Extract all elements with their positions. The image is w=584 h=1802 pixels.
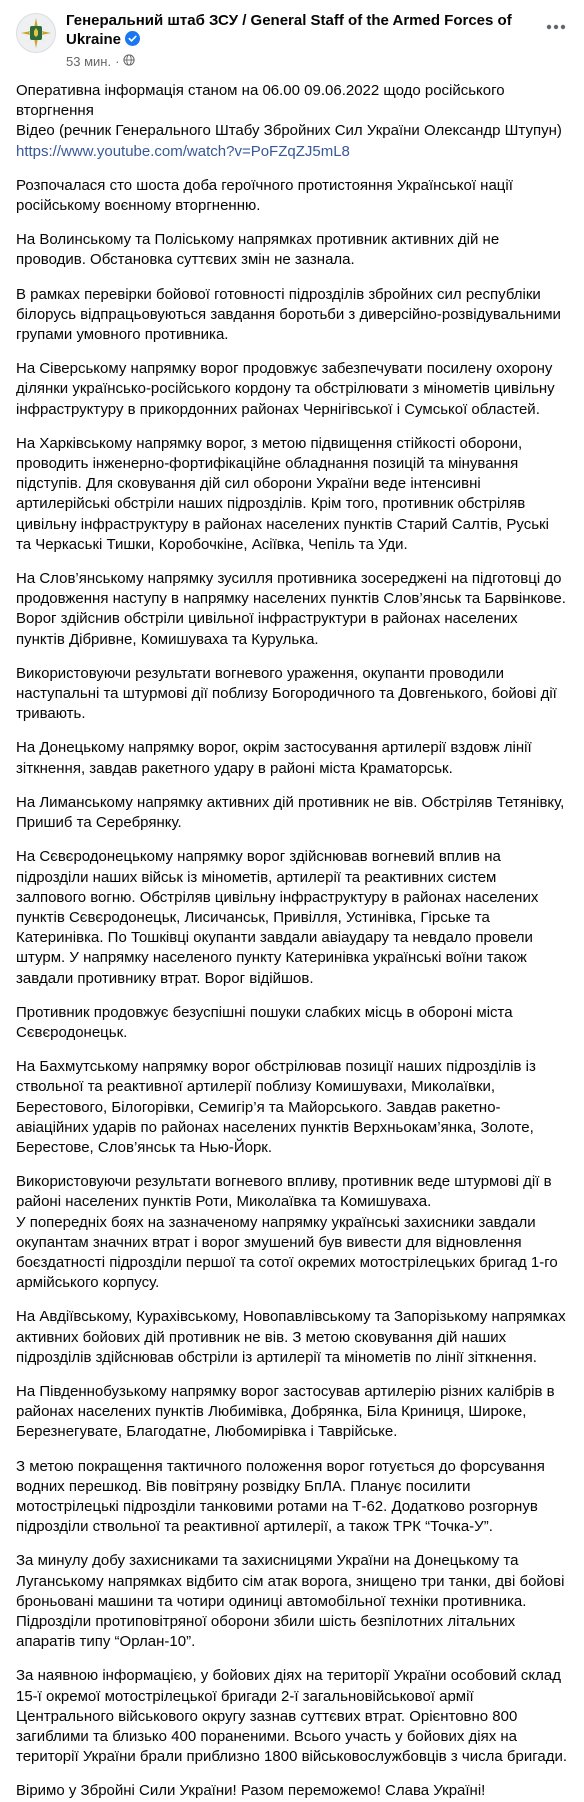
globe-icon[interactable]	[123, 53, 135, 71]
more-options-icon[interactable]	[544, 15, 568, 39]
page-name[interactable]	[66, 11, 544, 51]
post-paragraph: Використовуючи результати вогневого ураження, окупанти проводили наступальні та штурмові дії поблизу Богородичного та Довгенького, бойові дії тривають.	[16, 664, 557, 723]
verified-badge-icon	[125, 31, 140, 51]
post-paragraph: На Лиманському напрямку активних дій противник не вів. Обстріляв Тетянівку, Пришиб та Серебрянку.	[16, 793, 565, 832]
post-paragraph: На Волинському та Поліському напрямках противник активних дій не проводив. Обстановка суттєвих змін не зазнала.	[16, 231, 500, 269]
post-paragraph: На Бахмутському напрямку ворог обстрілював позиції наших підрозділів із ствольної та реактивної артилерії поблизу Комишувахи, Миколаївки, Берестового, Білогорівки, Семигір’я та Майорського. Завдав ракетно-авіаційних ударів по районах населених пунктів Верхньокам’янка, Золоте, Берестове, Слов’янськ та Нью-Йорк.	[16, 1058, 536, 1156]
post-paragraph: На Слов’янському напрямку зусилля противника зосереджені на підготовці до продовження наступу в напрямку населених пунктів Слов’янськ та Барвінкове. Ворог здійснив обстріли цивільної інфраструктури в районах населених пунктів Дібривне, Комишуваха та Курулька.	[16, 570, 566, 648]
meta-separator: ·	[115, 54, 120, 69]
post-paragraph: За наявною інформацією, у бойових діях на території України особовий склад 15-ї окремої мотострілецької бригади 2-ї загальновійськової армії Центрального військового округу зазнав суттєвих втрат. Орієнтовно 800 загиблими та близько 400 пораненими. Всього участь у бойових діях на території України брали приблизно 1800 військовослужбовців з числа бригади.	[16, 1667, 567, 1766]
post-paragraph: На Південнобузькому напрямку ворог застосував артилерію різних калібрів в районах населених пунктів Любимівка, Добрянка, Біла Криниця, Широке, Березнегувате, Благодатне, Любомирівка і Таврійське.	[16, 1382, 555, 1441]
post-header	[16, 11, 568, 71]
post-paragraph: Віримо у Збройні Сили України! Разом переможемо! Слава Україні!	[16, 1782, 486, 1800]
post-paragraph: На Авдіївському, Курахівському, Новопавлівському та Запорізькому напрямках активних бойових дій противник не вів. З метою сковування дій наших підрозділів здійснював обстріли із артилерії та мінометів по лінії зіткнення.	[16, 1308, 566, 1366]
post-paragraph	[16, 1172, 568, 1293]
paragraph-line: Відео (речник Генерального Штабу Збройних Сил України Олександр Штупун)	[16, 122, 562, 140]
post-paragraph: На Сєвєродонецькому напрямку ворог здійснював вогневий вплив на підрозділи наших військ із мінометів, артилерії та реактивних систем залпового вогню. Обстріляв цивільну інфраструктуру в районах населених пунктів Сєвєродонецьк, Лисичанськ, Привілля, Устинівка, Гірське та Катеринівка. По Тошківці окупанти завдали авіаудару та невдало провели штурм. У напрямку населеного пункту Катеринівка українські воїни також завдали противнику втрат. Ворог відійшов.	[16, 848, 539, 987]
paragraph-line: Оперативна інформація станом на 06.00 09.06.2022 щодо російського вторгнення	[16, 82, 505, 120]
post-paragraph: З метою покращення тактичного положення ворог готується до форсування водних перешкод. Вів повітряну розвідку БпЛА. Планує посилити мотострілецькі підрозділи танковими ротами на Т-62. Додатково розгорнув підрозділи ствольної та реактивної артилерії, а також ТРК “Точка-У”.	[16, 1457, 545, 1536]
post-paragraph: На Сіверському напрямку ворог продовжує забезпечувати посилену охорону ділянки українсько-російського кордону та обстрілювати з мінометів цивільну інфраструктуру в прикордонних районах Чернігівської і Сумської областей.	[16, 360, 555, 418]
post-paragraph	[16, 81, 568, 162]
page-avatar[interactable]	[16, 13, 56, 53]
post-timestamp[interactable]: 53 мин.	[66, 54, 112, 69]
paragraph-line: Використовуючи результати вогневого впливу, противник веде штурмові дії в районі населених пунктів Роти, Миколаївка та Комишуваха.	[16, 1173, 552, 1211]
post-paragraph: На Харківському напрямку ворог, з метою підвищення стійкості оборони, проводить інженерно-фортифікаційне обладнання позицій та мінування підступів. Для сковування дій сил оборони України веде інтенсивні артилерійські обстріли наших підрозділів. Крім того, противник обстріляв цивільну інфраструктуру в районах населених пунктів Старий Салтів, Руські та Черкаські Тишки, Коробочкіне, Асіївка, Чепіль та Уди.	[16, 434, 549, 553]
post-paragraph: На Донецькому напрямку ворог, окрім застосування артилерії вздовж лінії зіткнення, завдав ракетного удару в районі міста Краматорськ.	[16, 739, 532, 777]
video-link[interactable]: https://www.youtube.com/watch?v=PoFZqZJ5mL8	[16, 142, 350, 160]
post-meta	[66, 53, 544, 71]
post-paragraph: Розпочалася сто шоста доба героїчного протистояння Української нації російському воєнному вторгненню.	[16, 176, 513, 215]
post-body	[16, 81, 568, 1802]
post-paragraph: В рамках перевірки бойової готовності підрозділів збройних сил республіки білорусь відпрацьовуються завдання боротьби з диверсійно-розвідувальними групами умовного противника.	[16, 285, 561, 344]
post-paragraph: За минулу добу захисниками та захисницями України на Донецькому та Луганському напрямках відбито сім атак ворога, знищено три танки, дві бойові броньовані машини та чотири одиниці автомобільної техніки противника. Підрозділи протиповітряної оборони збили шість безпілотних літальних апаратів типу “Орлан-10”.	[16, 1552, 565, 1651]
paragraph-line: У попередніх боях на зазначеному напрямку українські захисники завдали окупантам значних втрат і ворог змушений був вивести для відновлення боєздатності підрозділи першої та сотої окремих мотострілецьких бригад 1-го армійського корпусу.	[16, 1213, 558, 1292]
post-paragraph: Противник продовжує безуспішні пошуки слабких місць в обороні міста Сєвєродонецьк.	[16, 1003, 513, 1041]
page-name-text[interactable]: Генеральний штаб ЗСУ / General Staff of the Armed Forces of Ukraine	[66, 12, 512, 48]
emblem-icon	[19, 16, 53, 50]
